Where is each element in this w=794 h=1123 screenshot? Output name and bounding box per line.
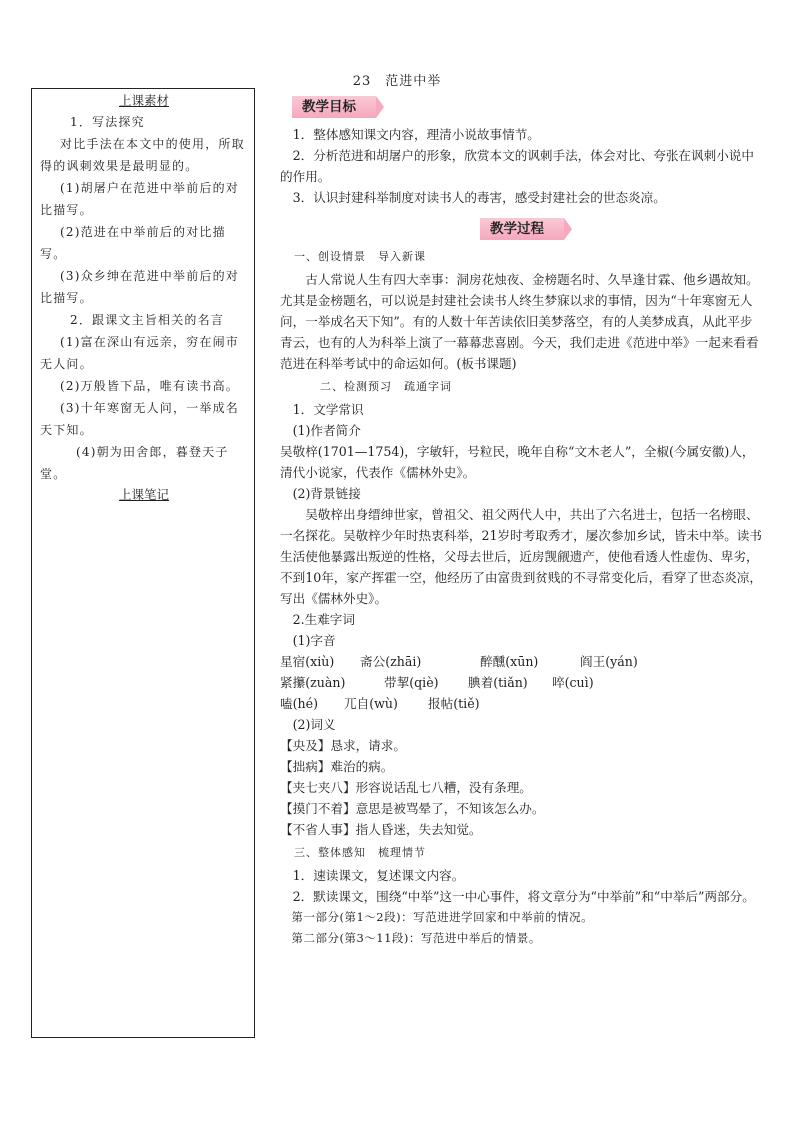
teaching-process-badge: 教学过程 [480, 218, 564, 240]
pronunciation-item: 嗑(hé) [280, 696, 318, 711]
meaning-item: 【央及】恳求，请求。 [280, 738, 406, 753]
intro-paragraph: 古人常说人生有四大幸事：洞房花烛夜、金榜题名时、久旱逢甘霖、他乡遇故知。尤其是金榜题名，可以说是封建社会读书人终生梦寐以求的事情，因为“十年寒窗无人问，一举成名天下知”。有的人数十年苦读依旧美梦落空，有的人美梦成真，从此平步青云，也有的人为科举上演了一幕幕悲喜剧。今天，我们走进《范进中举》一起来看看范进在科举考试中的命运如何。(板书课题) [280, 272, 759, 371]
sidebar-notes [31, 88, 255, 1038]
background-paragraph: 吴敬梓出身缙绅世家，曾祖父、祖父两代人中，共出了六名进士，包括一名榜眼、一名探花。吴敬梓少年时热衷科举，21岁时考取秀才，屡次参加乡试，皆未中举。读书生活使他暴露出叛逆的性格，父母去世后，近房觊觎遗产，使他看透人性虚伪、卑劣，不到10年，家产挥霍一空，他经历了由富贵到贫贱的不寻常变化后，看穿了世态炎凉，写出《儒林外史》。 [280, 507, 762, 606]
pronunciation-item: 啐(cuì) [552, 675, 594, 690]
pronunciation-row [280, 693, 764, 714]
pronunciation-item: 阎王(yán) [580, 654, 638, 669]
section-heading: 二、检测预习 疏通字词 [320, 380, 452, 393]
subsection-heading: (1)字音 [292, 633, 336, 648]
subsection-heading: 1．文学常识 [292, 402, 364, 417]
sidebar-paragraph: 对比手法在本文中的使用，所取得的讽刺效果是最明显的。 [40, 137, 245, 173]
pronunciation-item: 紧攥(zuàn) [280, 675, 346, 690]
subsection-heading: (2)背景链接 [292, 486, 361, 501]
reading-task: 2．默读课文，围绕“中举”这一中心事件，将文章分为“中举前”和“中举后”两部分。 [292, 889, 755, 904]
badge-row-process [280, 218, 764, 240]
meaning-item: 【不省人事】指人昏迷，失去知觉。 [280, 822, 482, 837]
sidebar-paragraph: (3)众乡绅在范进中举前后的对比描写。 [40, 269, 239, 305]
page-title: 23 范进中举 [352, 74, 442, 89]
section-heading: 三、整体感知 梳理情节 [294, 846, 426, 859]
meaning-item: 【夹七夹八】形容说话乱七八糟，没有条理。 [280, 780, 532, 795]
subsection-heading: (1)作者简介 [292, 423, 361, 438]
sidebar-section-title: 1．写法探究 [70, 115, 145, 129]
part-description: 第一部分(第1～2段)：写范进进学回家和中举前的情况。 [291, 910, 594, 924]
meaning-item: 【拙病】难治的病。 [280, 759, 394, 774]
meaning-item: 【摸门不着】意思是被骂晕了，不知该怎么办。 [280, 801, 545, 816]
goal-item: 1．整体感知课文内容，理清小说故事情节。 [292, 127, 540, 142]
sidebar-heading-notes: 上课笔记 [118, 487, 169, 502]
sidebar-quote: (2)万般皆下品，唯有读书高。 [60, 379, 239, 393]
sidebar-paragraph: (1)胡屠户在范进中举前后的对比描写。 [40, 181, 239, 217]
teaching-goals-badge: 教学目标 [292, 96, 376, 118]
pronunciation-row [280, 672, 764, 693]
pronunciation-item: 带挈(qiè) [384, 675, 439, 690]
badge-row-goals [292, 96, 764, 118]
sidebar-section-title: 2．跟课文主旨相关的名言 [70, 313, 225, 327]
sidebar-quote: (3)十年寒窗无人问，一举成名天下知。 [40, 401, 239, 437]
sidebar-paragraph: (2)范进在中举前后的对比描写。 [40, 225, 226, 261]
pronunciation-item: 醉醺(xūn) [480, 654, 539, 669]
sidebar-quote: (4)朝为田舍郎，暮登天子堂。 [40, 445, 229, 481]
sidebar-quote: (1)富在深山有远亲，穷在闹市无人问。 [40, 335, 239, 371]
sidebar-heading-materials: 上课素材 [118, 93, 169, 108]
pronunciation-item: 腆着(tiǎn) [468, 675, 528, 690]
goal-item: 3．认识封建科举制度对读书人的毒害，感受封建社会的世态炎凉。 [292, 190, 666, 205]
section-heading: 一、创设情景 导入新课 [294, 250, 426, 263]
pronunciation-item: 报帖(tiě) [428, 696, 480, 711]
pronunciation-item: 斋公(zhāi) [360, 654, 422, 669]
goal-item: 2．分析范进和胡屠户的形象，欣赏本文的讽刺手法，体会对比、夸张在讽刺小说中的作用。 [280, 148, 754, 184]
author-paragraph: 吴敬梓(1701—1754)，字敏轩，号粒民，晚年自称“文木老人”，全椒(今属安徽)人，清代小说家，代表作《儒林外史》。 [280, 444, 755, 480]
part-description: 第二部分(第3～11段)：写范进中举后的情景。 [291, 931, 541, 945]
pronunciation-row [280, 651, 764, 672]
pronunciation-item: 星宿(xiù) [280, 654, 335, 669]
reading-task: 1．速读课文，复述课文内容。 [292, 868, 465, 883]
main-content [280, 96, 764, 949]
subsection-heading: (2)词义 [292, 717, 336, 732]
pronunciation-item: 兀自(wù) [344, 696, 398, 711]
subsection-heading: 2.生难字词 [292, 612, 355, 627]
